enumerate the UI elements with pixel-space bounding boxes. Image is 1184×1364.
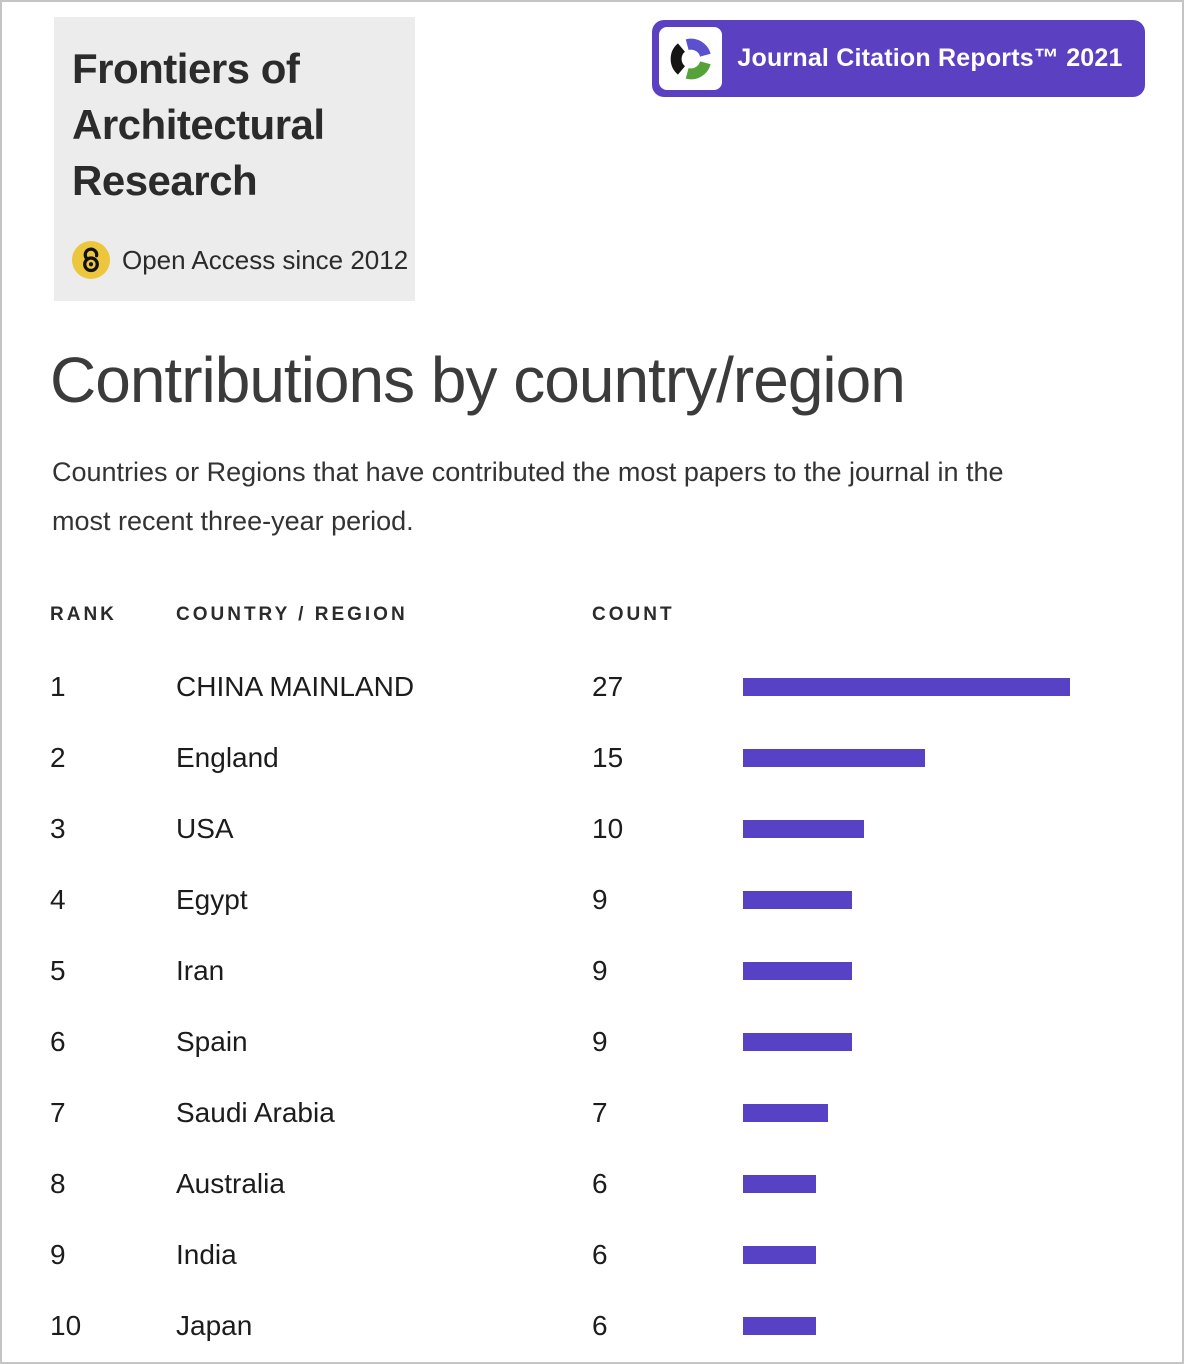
rank-cell: 2 <box>50 741 66 773</box>
count-bar <box>743 1033 852 1051</box>
page-description-line: Countries or Regions that have contributed the most papers to the journal in the <box>52 457 1004 487</box>
header-rank: RANK <box>50 604 117 625</box>
rank-cell: 6 <box>50 1025 66 1057</box>
table-row <box>50 864 1142 935</box>
jcr-logo-box <box>659 27 722 90</box>
count-cell: 27 <box>592 670 624 702</box>
table-row <box>50 722 1142 793</box>
jcr-badge-label: Journal Citation Reports™ 2021 <box>737 44 1123 72</box>
country-cell: USA <box>176 812 234 844</box>
page-description <box>52 448 1004 546</box>
rank-cell: 9 <box>50 1238 66 1270</box>
count-bar <box>743 962 852 980</box>
table-header-row <box>50 598 1142 632</box>
count-bar <box>743 891 852 909</box>
bar-cell <box>743 722 1142 793</box>
bar-cell <box>743 1290 1142 1361</box>
country-cell: Australia <box>176 1167 285 1199</box>
open-access-label: Open Access since 2012 <box>122 244 409 275</box>
table-body <box>50 651 1142 1361</box>
rank-cell: 7 <box>50 1096 66 1128</box>
open-access-lock-icon <box>72 241 110 279</box>
rank-cell: 3 <box>50 812 66 844</box>
bar-cell <box>743 793 1142 864</box>
rank-cell: 5 <box>50 954 66 986</box>
jcr-clarivate-logo-icon <box>663 31 719 87</box>
table-row <box>50 651 1142 722</box>
rank-cell: 10 <box>50 1309 82 1341</box>
header-country: COUNTRY / REGION <box>176 604 408 625</box>
table-row <box>50 1290 1142 1361</box>
count-cell: 6 <box>592 1167 608 1199</box>
count-cell: 9 <box>592 1025 608 1057</box>
country-cell: Spain <box>176 1025 248 1057</box>
count-bar <box>743 1317 816 1335</box>
header-count: COUNT <box>592 604 675 625</box>
count-cell: 6 <box>592 1309 608 1341</box>
count-bar <box>743 678 1070 696</box>
jcr-badge[interactable] <box>652 20 1145 97</box>
count-bar <box>743 820 864 838</box>
rank-cell: 8 <box>50 1167 66 1199</box>
table-row <box>50 1219 1142 1290</box>
rank-cell: 4 <box>50 883 66 915</box>
bar-cell <box>743 651 1142 722</box>
open-access-row <box>72 241 408 279</box>
bar-cell <box>743 1219 1142 1290</box>
bar-cell <box>743 935 1142 1006</box>
journal-title <box>72 41 395 209</box>
count-bar <box>743 749 925 767</box>
table-row <box>50 1148 1142 1219</box>
bar-cell <box>743 1006 1142 1077</box>
count-bar <box>743 1175 816 1193</box>
journal-logo-card <box>54 17 415 301</box>
contributions-table <box>50 598 1142 1361</box>
page-description-line: most recent three-year period. <box>52 506 414 536</box>
table-row <box>50 1077 1142 1148</box>
count-bar <box>743 1104 828 1122</box>
count-cell: 9 <box>592 883 608 915</box>
bar-cell <box>743 864 1142 935</box>
country-cell: Saudi Arabia <box>176 1096 335 1128</box>
bar-cell <box>743 1148 1142 1219</box>
page-title: Contributions by country/region <box>50 344 905 416</box>
country-cell: Egypt <box>176 883 248 915</box>
country-cell: CHINA MAINLAND <box>176 670 415 702</box>
count-cell: 10 <box>592 812 624 844</box>
country-cell: Japan <box>176 1309 253 1341</box>
count-cell: 15 <box>592 741 624 773</box>
table-row <box>50 793 1142 864</box>
count-cell: 9 <box>592 954 608 986</box>
bar-cell <box>743 1077 1142 1148</box>
rank-cell: 1 <box>50 670 66 702</box>
journal-title-line: Frontiers of <box>72 45 300 92</box>
journal-title-line: Architectural <box>72 101 325 148</box>
journal-title-line: Research <box>72 157 258 204</box>
count-cell: 6 <box>592 1238 608 1270</box>
country-cell: India <box>176 1238 237 1270</box>
table-row <box>50 1006 1142 1077</box>
count-cell: 7 <box>592 1096 608 1128</box>
country-cell: England <box>176 741 279 773</box>
count-bar <box>743 1246 816 1264</box>
country-cell: Iran <box>176 954 225 986</box>
table-row <box>50 935 1142 1006</box>
